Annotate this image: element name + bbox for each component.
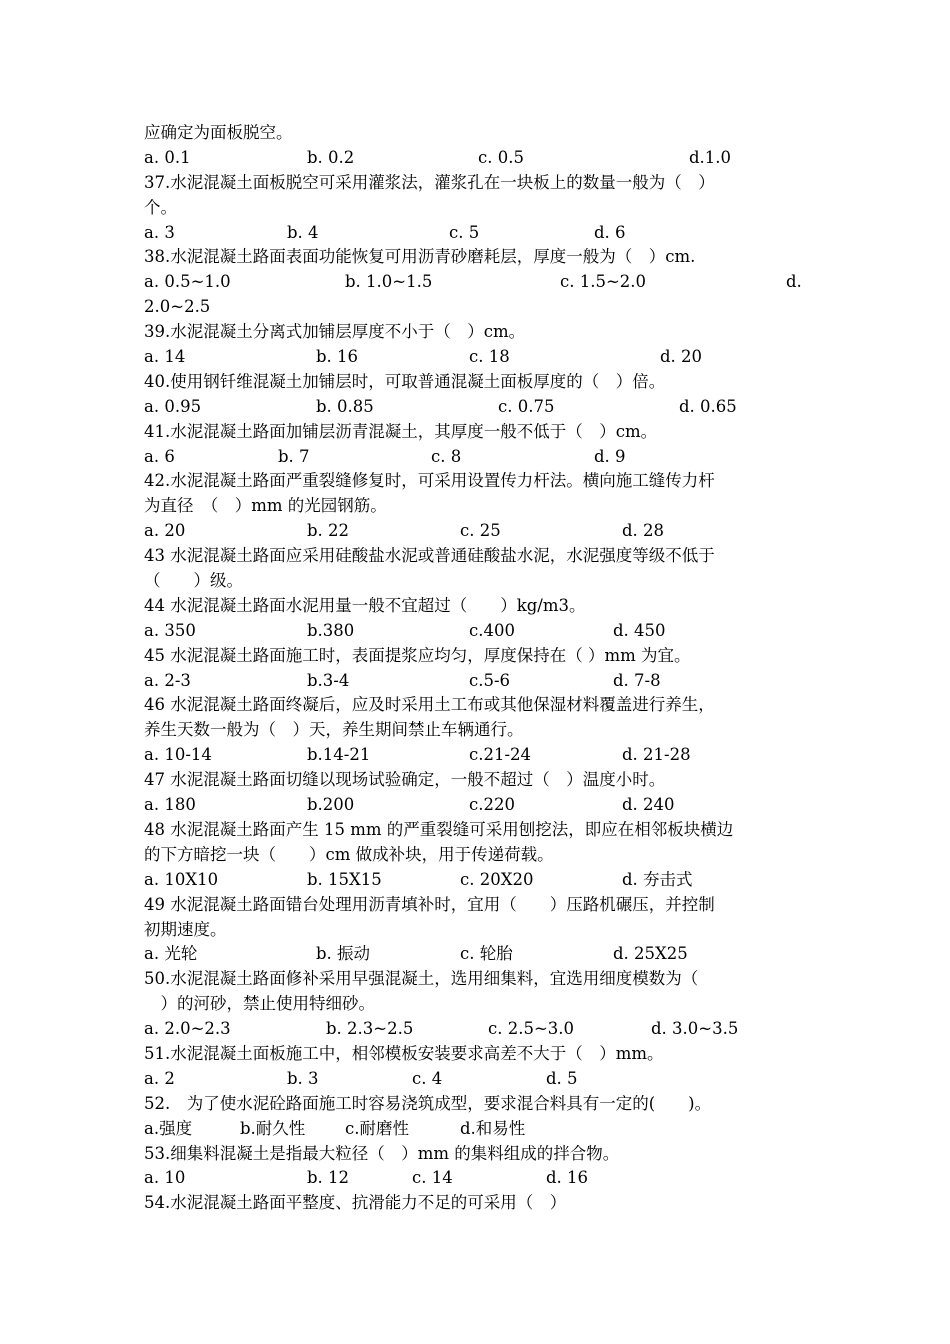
option-b: b.380 [307,620,355,640]
option-b: b. 4 [287,222,319,242]
option-a: a. 3 [144,222,175,242]
option-a: a.强度 [144,1118,193,1138]
option-b: b. 0.2 [307,147,355,167]
text-line: 为直径 （ ）mm 的光园钢筋。 [144,496,387,516]
option-b: b. 16 [316,347,359,367]
option-d: d. 16 [546,1168,589,1188]
options-row [144,1017,812,1042]
option-a: a. 0.1 [144,147,191,167]
text-line: 52. 为了使水泥砼路面施工时容易浇筑成型，要求混合料具有一定的( )。 [144,1093,712,1113]
option-d: d. 7-8 [613,670,661,690]
text-line: 40.使用钢钎维混凝土加铺层时，可取普通混凝土面板厚度的（ ）倍。 [144,371,666,391]
option-b: b.耐久性 [240,1118,306,1138]
text-line: 49 水泥混凝土路面错台处理用沥青填补时，宜用（ ）压路机碾压，并控制 [144,894,715,914]
option-c: c.耐磨性 [345,1118,409,1138]
options-row [144,743,812,768]
option-d: d. [786,272,802,292]
option-b: b. 2.3~2.5 [326,1019,414,1039]
option-b: b. 22 [307,521,350,541]
text-line: 50.水泥混凝土路面修补采用早强混凝土，选用细集料，宜选用细度模数为（ [144,969,699,989]
options-row [144,669,812,694]
option-c: c.220 [469,795,515,815]
option-a: a. 20 [144,521,186,541]
text-line: 养生天数一般为（ ）天，养生期间禁止车辆通行。 [144,720,524,740]
option-d: d. 9 [594,446,626,466]
text-line: 51.水泥混凝土面板施工中，相邻模板安装要求高差不大于（ ）mm。 [144,1043,664,1063]
option-d: d. 5 [546,1068,578,1088]
option-a: a. 2.0~2.3 [144,1019,231,1039]
option-b: b. 0.85 [316,396,374,416]
option-a: a. 光轮 [144,944,198,964]
option-a: a. 0.95 [144,396,202,416]
option-d: d. 25X25 [613,944,688,964]
text-line: 54.水泥混凝土路面平整度、抗滑能力不足的可采用（ ） [144,1193,567,1213]
option-c: c. 14 [412,1168,453,1188]
option-c: c. 8 [431,446,462,466]
option-a: a. 10-14 [144,745,212,765]
option-a: a. 350 [144,620,196,640]
text-line: 2.0~2.5 [144,297,211,317]
option-a: a. 10 [144,1168,186,1188]
option-a: a. 10X10 [144,869,219,889]
option-d: d. 21-28 [622,745,691,765]
option-c: c. 0.5 [478,147,524,167]
text-line: 37.水泥混凝土面板脱空可采用灌浆法，灌浆孔在一块板上的数量一般为（ ） [144,172,715,192]
option-d: d.和易性 [460,1118,526,1138]
option-b: b.3-4 [307,670,350,690]
options-row [144,1166,812,1191]
option-c: c. 18 [469,347,510,367]
options-row [144,793,812,818]
option-d: d. 28 [622,521,665,541]
options-row [144,1067,812,1092]
options-row [144,146,812,171]
text-line: 的下方暗挖一块（ ）cm 做成补块，用于传递荷载。 [144,844,554,864]
options-row [144,619,812,644]
options-row [144,1117,812,1142]
options-row [144,868,812,893]
text-line: ）的河砂，禁止使用特细砂。 [144,994,375,1014]
option-c: c. 4 [412,1068,443,1088]
text-line: 应确定为面板脱空。 [144,123,293,142]
option-c: c. 20X20 [460,869,534,889]
options-row [144,395,812,420]
options-row [144,221,812,246]
options-row [144,519,812,544]
option-d: d. 夯击式 [622,869,693,889]
option-c: c. 2.5~3.0 [488,1019,575,1039]
option-b: b. 12 [307,1168,350,1188]
option-b: b. 1.0~1.5 [345,272,433,292]
option-d: d. 240 [622,795,675,815]
text-line: 44 水泥混凝土路面水泥用量一般不宜超过（ ）kg/m3。 [144,595,586,615]
options-row [144,942,812,967]
text-line: （ ）级。 [144,571,243,591]
option-d: d. 6 [594,222,626,242]
option-c: c. 25 [460,521,501,541]
text-line: 45 水泥混凝土路面施工时，表面提浆应均匀，厚度保持在（ ）mm 为宜。 [144,645,691,665]
option-d: d. 20 [660,347,703,367]
text-line: 41.水泥混凝土路面加铺层沥青混凝土，其厚度一般不低于（ ）cm。 [144,421,658,441]
text-line: 53.细集料混凝土是指最大粒径（ ）mm 的集料组成的拌合物。 [144,1143,620,1163]
option-d: d. 3.0~3.5 [651,1019,739,1039]
option-b: b. 3 [287,1068,319,1088]
options-row [144,345,812,370]
option-d: d. 450 [613,620,666,640]
option-a: a. 2 [144,1068,175,1088]
option-c: c.5-6 [469,670,511,690]
text-line: 个。 [144,197,177,217]
option-c: c.21-24 [469,745,532,765]
text-line: 48 水泥混凝土路面产生 15 mm 的严重裂缝可采用刨挖法，即应在相邻板块横边 [144,819,734,839]
option-b: b.200 [307,795,355,815]
text-line: 46 水泥混凝土路面终凝后，应及时采用土工布或其他保湿材料覆盖进行养生， [144,695,715,715]
options-row [144,270,812,295]
option-a: a. 180 [144,795,196,815]
text-line: 42.水泥混凝土路面严重裂缝修复时，可采用设置传力杆法。横向施工缝传力杆 [144,471,715,491]
option-c: c. 5 [449,222,480,242]
text-line: 39.水泥混凝土分离式加铺层厚度不小于（ ）cm。 [144,322,526,342]
option-a: a. 2-3 [144,670,191,690]
exam-document [144,121,812,1216]
option-b: b. 15X15 [307,869,382,889]
option-c: c.400 [469,620,515,640]
options-row [144,445,812,470]
option-c: c. 0.75 [498,396,555,416]
option-b: b.14-21 [307,745,371,765]
option-d: d. 0.65 [679,396,737,416]
text-line: 47 水泥混凝土路面切缝以现场试验确定，一般不超过（ ）温度小时。 [144,770,666,790]
option-d: d.1.0 [689,147,732,167]
text-line: 初期速度。 [144,919,227,939]
option-b: b. 振动 [316,944,371,964]
option-a: a. 14 [144,347,186,367]
option-a: a. 6 [144,446,175,466]
option-b: b. 7 [278,446,310,466]
option-a: a. 0.5~1.0 [144,272,231,292]
text-line: 43 水泥混凝土路面应采用硅酸盐水泥或普通硅酸盐水泥，水泥强度等级不低于 [144,546,715,566]
text-line: 38.水泥混凝土路面表面功能恢复可用沥青砂磨耗层，厚度一般为（ ）cm. [144,247,696,267]
option-c: c. 1.5~2.0 [560,272,647,292]
option-c: c. 轮胎 [460,944,513,964]
